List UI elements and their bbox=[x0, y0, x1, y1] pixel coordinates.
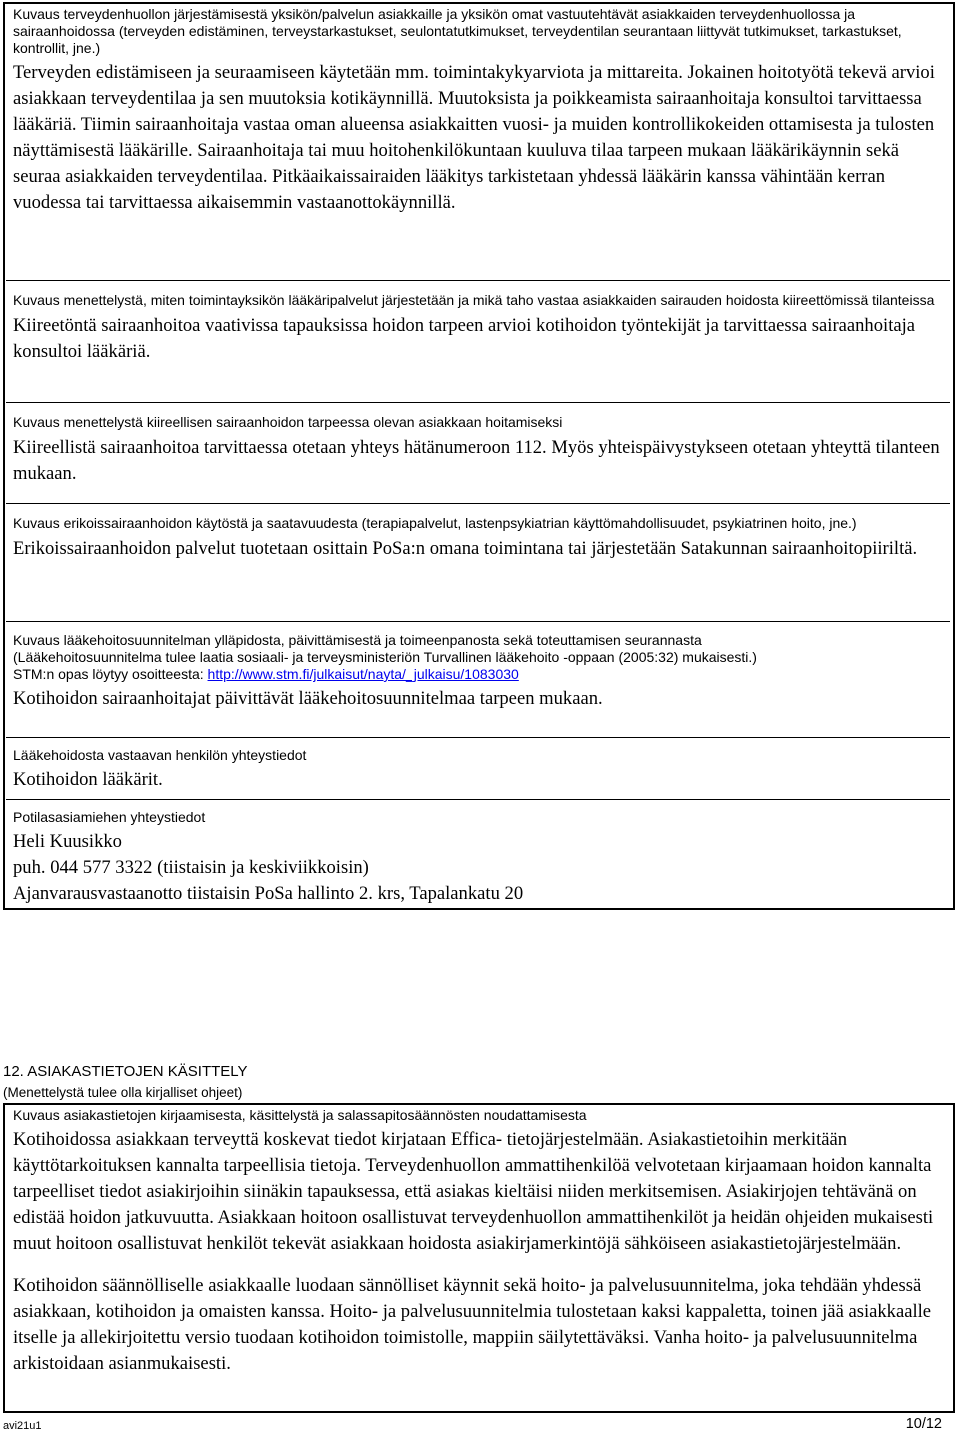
section-label: Kuvaus menettelystä kiireellisen sairaanhoidon tarpeessa olevan asiakkaan hoitamiseksi bbox=[13, 414, 563, 430]
section-client-records bbox=[13, 1107, 943, 1377]
section-label-line3 bbox=[13, 666, 943, 683]
divider bbox=[6, 799, 950, 800]
section-label-line2: (Lääkehoitosuunnitelma tulee laatia sosiaali- ja terveysministeriön Turvallinen lääkehoito -oppaan (2005:32) mukaisesti.) bbox=[13, 649, 757, 665]
records-paragraph-2: Kotihoidon säännölliselle asiakkaalle luodaan sännölliset käynnit sekä hoito- ja palvelusuunnitelma, joka tehdään yhdessä asiakkaan, kotihoidon ja omaisten kanssa. Hoito- ja palvelusuunnitelmia tulostetaan kaksi kappaletta, toinen jää asiakkaalle itselle ja allekirjoitettu versio tuodaan kotihoidon toimistolle, mappiin säilytettäväksi. Vanha hoito- ja palvelusuunnitelma arkistoidaan asianmukaisesti. bbox=[13, 1275, 932, 1374]
ombudsman-name: Heli Kuusikko bbox=[13, 831, 122, 852]
section-label: Kuvaus erikoissairaanhoidon käytöstä ja saatavuudesta (terapiapalvelut, lastenpsykiatrian käyttömahdollisuudet, psykiatrinen hoito, jne.) bbox=[13, 515, 857, 531]
section-text: Kotihoidon lääkärit. bbox=[13, 769, 163, 790]
section-text: Erikoissairaanhoidon palvelut tuotetaan osittain PoSa:n omana toimintana tai järjestetään Satakunnan sairaanhoitopiiriltä. bbox=[13, 538, 918, 559]
chapter-subtitle: (Menettelystä tulee olla kirjalliset ohjeet) bbox=[3, 1085, 243, 1100]
divider bbox=[6, 621, 950, 622]
page-number: 10/12 bbox=[905, 1416, 942, 1432]
stm-guide-link[interactable]: http://www.stm.fi/julkaisut/nayta/_julkaisu/1083030 bbox=[207, 666, 519, 682]
section-medication-contact bbox=[13, 747, 943, 793]
records-paragraph-1: Kotihoidossa asiakkaan terveyttä koskevat tiedot kirjataan Effica- tietojärjestelmään. Asiakastietoihin merkitään käyttötarkoituksen kannalta tarpeellisia tietoja. Terveydenhuollon ammattihenkilöä velvotetaan kirjaamaan hoidon kannalta tarpeelliset tiedot asiakirjoihin siinäkin tapauksessa, että asiakas kieltäisi niiden merkitsemisen. Asiakirjojen tehtävänä on edistää hoidon jatkuvuutta. Asiakkaan hoitoon osallistuvat terveydenhuollon ammattihenkilöt ja heidän ohjeiden mukaisesti muut hoitoon osallistuvat henkilöt tekevät asiakkaan hoidosta asiakirjamerkintöjä sähköiseen asiakastietojärjestelmään. bbox=[13, 1129, 934, 1254]
divider bbox=[6, 503, 950, 504]
section-label: Kuvaus asiakastietojen kirjaamisesta, käsittelystä ja salassapitosäännösten noudattamisesta bbox=[13, 1107, 587, 1123]
section-text: Terveyden edistämiseen ja seuraamiseen käytetään mm. toimintakykyarviota ja mittareita. Jokainen hoitotyötä tekevä arvioi asiakkaan terveydentilaa ja sen muutoksia kotikäynnillä. Muutoksista ja poikkeamista sairaanhoitaja konsultoi tarvittaessa lääkäriä. Tiimin sairaanhoitaja vastaa oman alueensa asiakkaitten vuosi- ja muiden kontrollikokeiden ottamisesta ja tulosten näyttämisestä lääkärille. Sairaanhoitaja tai muu hoitohenkilökuntaan kuuluva tilaa tarpeen mukaan lääkärikäynnin sekä seuraa asiakkaiden terveydentilaa. Pitkäaikaissairaiden lääkitys tarkistetaan yhdessä lääkärin kanssa vähintään kerran vuodessa tai tarvittaessa aikaisemmin vastaanottokäynnillä. bbox=[13, 62, 935, 213]
section-doctor-services bbox=[13, 292, 943, 365]
section-label: Potilasasiamiehen yhteystiedot bbox=[13, 809, 206, 825]
section-patient-ombudsman bbox=[13, 809, 943, 907]
section-label: Kuvaus terveydenhuollon järjestämisestä yksikön/palvelun asiakkaille ja yksikön omat vastuutehtävät asiakkaiden terveydenhuollossa ja sairaanhoidossa (terveyden edistäminen, terveystarkastukset, seulontatutkimukset, terveydentilan seurantaan liittyvät tutkimukset, tarkastukset, kontrollit, jne.) bbox=[13, 6, 902, 56]
section-specialist-care bbox=[13, 515, 943, 562]
divider bbox=[6, 737, 950, 738]
section-label: Kuvaus menettelystä, miten toimintayksikön lääkäripalvelut järjestetään ja mikä taho vastaa asiakkaiden sairauden hoidosta kiireettömissä tilanteissa bbox=[13, 292, 935, 308]
chapter-title: 12. ASIAKASTIETOJEN KÄSITTELY bbox=[3, 1063, 248, 1080]
ombudsman-appointments: Ajanvarausvastaanotto tiistaisin PoSa hallinto 2. krs, Tapalankatu 20 bbox=[13, 883, 524, 904]
divider bbox=[6, 280, 950, 281]
section-text: Kotihoidon sairaanhoitajat päivittävät lääkehoitosuunnitelmaa tarpeen mukaan. bbox=[13, 688, 603, 709]
section-medication-plan bbox=[13, 632, 943, 712]
divider bbox=[6, 402, 950, 403]
section-health-care-organization bbox=[13, 6, 943, 216]
section-label-line1: Kuvaus lääkehoitosuunnitelman ylläpidosta, päivittämisestä ja toimeenpanosta sekä toteuttamisen seurannasta bbox=[13, 632, 702, 648]
section-label: Lääkehoidosta vastaavan henkilön yhteystiedot bbox=[13, 747, 307, 763]
section-text: Kiireetöntä sairaanhoitoa vaativissa tapauksissa hoidon tarpeen arvioi kotihoidon työntekijät ja tarvittaessa sairaanhoitaja konsultoi lääkäriä. bbox=[13, 315, 916, 362]
section-urgent-care bbox=[13, 414, 943, 487]
link-prefix: STM:n opas löytyy osoitteesta: bbox=[13, 666, 208, 682]
ombudsman-phone: puh. 044 577 3322 (tiistaisin ja keskiviikkoisin) bbox=[13, 857, 369, 878]
section-text: Kiireellistä sairaanhoitoa tarvittaessa otetaan yhteys hätänumeroon 112. Myös yhteispäivystykseen otetaan yhteyttä tilanteen mukaan. bbox=[13, 437, 940, 484]
document-id: avi21u1 bbox=[3, 1420, 42, 1432]
